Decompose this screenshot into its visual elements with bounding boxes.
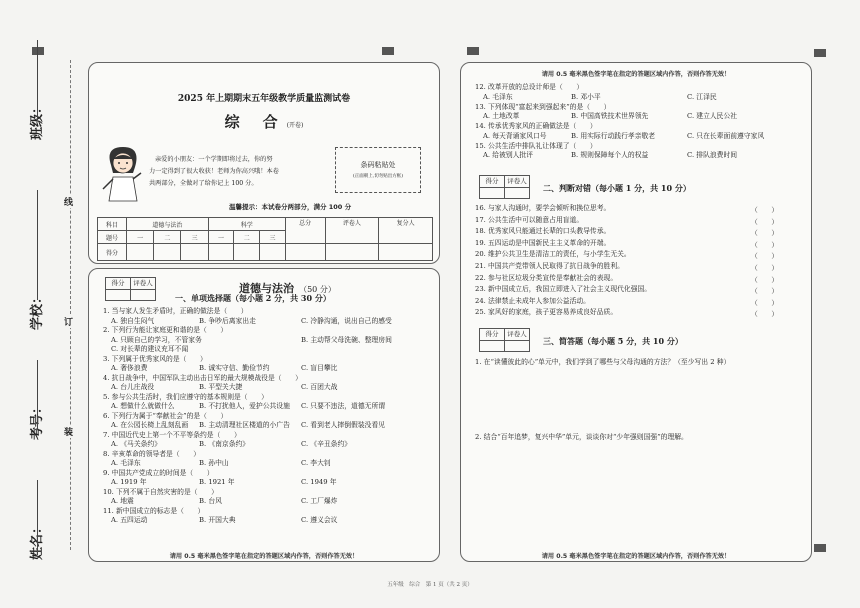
option-a: A. 台儿庄战役 [111, 383, 155, 391]
scorebox [479, 175, 530, 199]
scorebox-score-cell [106, 290, 131, 300]
option-b: B. 邓小平 [571, 92, 601, 101]
score-table-cell [234, 244, 260, 261]
option-c: C. 1949 年 [301, 478, 337, 486]
option-c: C. 工厂爆炸 [301, 497, 338, 505]
bottom-notice: 请用 0.5 毫米黑色签字笔在指定的答题区域内作答，否则作答无效！ [541, 553, 731, 560]
option-b: B. 1921 年 [199, 478, 235, 486]
score-table-cell [208, 244, 234, 261]
answer-parenthesis[interactable]: （ ） [751, 240, 779, 249]
score-table-row-label: 题号 [98, 231, 127, 244]
scorebox [479, 328, 530, 352]
answer-area[interactable] [475, 444, 799, 544]
option-b: B. 争吵后离家出走 [199, 316, 256, 325]
binding-line [70, 60, 71, 550]
judgement-statement: 24. 法律禁止未成年人参加公益活动。 [475, 296, 590, 305]
right-panel [460, 62, 812, 562]
score-table-cell [325, 244, 379, 261]
barcode-title: 条码粘贴处 [360, 161, 396, 169]
option-c: C. 看到老人摔倒假装没看见 [301, 421, 386, 429]
option-a: A. 只顾自己的学习，不管家务 [111, 335, 202, 344]
answer-parenthesis[interactable]: （ ） [751, 252, 779, 261]
question-stem: 2. 下列行为能让家庭更和谐的是（ ） [103, 326, 228, 334]
score-table-header: 科学 [208, 218, 285, 231]
option-b: B. 规则保障每个人的权益 [571, 151, 649, 159]
class-label: 班级： [30, 100, 45, 140]
option-b: B. 孙中山 [199, 459, 229, 467]
score-table-row-label: 得分 [98, 244, 127, 261]
question-stem: 13. 下列体现“富起来到强起来”的是（ ） [475, 102, 611, 111]
score-table-cell: 三 [260, 231, 286, 244]
option-c: B. 主动帮父母洗碗、整理房间 [301, 335, 392, 344]
answer-parenthesis[interactable]: （ ） [751, 217, 779, 226]
registration-marker [467, 47, 479, 55]
question-stem: 15. 公共生活中排队礼让体现了（ ） [475, 141, 597, 150]
top-notice: 请用 0.5 毫米黑色签字笔在指定的答题区域内作答，否则作答无效！ [541, 71, 731, 78]
score-table-cell [154, 244, 181, 261]
option-a: A. 土地改革 [483, 112, 520, 120]
subject-note: (开卷) [286, 122, 304, 129]
judgement-statement: 25. 家风好的家庭，孩子更容易养成良好品质。 [475, 308, 618, 317]
cartoon-girl-illustration [99, 143, 147, 205]
registration-marker [814, 49, 826, 57]
score-table-cell: 二 [234, 231, 260, 244]
option-b: B. 用实际行动践行孝亲敬老 [571, 131, 656, 140]
question-stem: 7. 中国近代史上第一个不平等条约是（ ） [103, 430, 241, 439]
line-char: 线 [64, 195, 73, 208]
name-label: 姓名： [30, 520, 45, 560]
answer-parenthesis[interactable]: （ ） [751, 275, 779, 284]
score-table-header: 总分 [285, 218, 325, 244]
scorebox-score-cell [480, 341, 505, 351]
option-b: B. 诚实守信、勤俭节约 [199, 364, 270, 372]
option-c: C. 盲目攀比 [301, 364, 338, 372]
option-b: B. 主动清理社区楼道的小广告 [199, 421, 290, 429]
greeting-line-2: 力一定得到了很大收获！老师为你高兴哦！本卷 [149, 168, 279, 175]
warm-hint: 温馨提示：本试卷分两部分，满分 100 分 [229, 203, 352, 211]
section-name: 道德与法治 [239, 282, 294, 295]
question-stem: 1. 当与家人发生矛盾时，正确的做法是（ ） [103, 307, 248, 315]
score-table-cell [285, 244, 325, 261]
school-underline [37, 190, 38, 300]
score-table-header: 道德与法治 [127, 218, 209, 231]
registration-marker [382, 47, 394, 55]
option-c: C. 遵义会议 [301, 516, 338, 524]
answer-parenthesis[interactable]: （ ） [751, 310, 779, 319]
barcode-area [335, 147, 421, 193]
scorebox-grader-label: 评卷人 [507, 330, 527, 338]
part1-title: 一、单项选择题（每小题 2 分，共 30 分） [175, 293, 331, 303]
scorebox [105, 277, 156, 301]
score-table-cell [181, 244, 208, 261]
left-questions-panel [88, 268, 440, 562]
judgement-statement: 20. 维护公共卫生是清洁工的责任，与小学生无关。 [475, 250, 631, 259]
scorebox-grader-cell [505, 188, 529, 198]
question-stem: 8. 辛亥革命的领导者是（ ） [103, 449, 201, 458]
score-table-cell: 二 [154, 231, 181, 244]
question-stem: 5. 参与公共生活时，我们应遵守的基本规则是（ ） [103, 392, 268, 401]
score-table-cell: 三 [181, 231, 208, 244]
option-a: A. 地震 [111, 497, 134, 505]
score-table-header: 评卷人 [325, 218, 379, 244]
option-c: C. 只在长辈面前遵守家风 [687, 131, 765, 140]
answer-parenthesis[interactable]: （ ） [751, 229, 779, 238]
score-table-cell: 一 [208, 231, 234, 244]
option-c: C. 李大钊 [301, 459, 331, 467]
question-stem: 6. 下列行为属于“奉献社会”的是（ ） [103, 411, 228, 420]
exam-no-label: 考号： [30, 400, 45, 440]
bottom-notice: 请用 0.5 毫米黑色签字笔在指定的答题区域内作答，否则作答无效！ [169, 553, 359, 560]
judgement-statement: 21. 中国共产党带领人民取得了抗日战争的胜利。 [475, 262, 624, 270]
option-a: C. 对长辈的建议充耳不闻 [111, 345, 189, 353]
judgement-statement: 19. 五四运动是中国新民主主义革命的开端。 [475, 238, 611, 247]
school-label: 学校： [30, 290, 45, 330]
scorebox-grader-cell [505, 341, 529, 351]
class-underline [37, 40, 38, 120]
short-answer-question: 2. 结合“百年追梦，复兴中华”单元，谈谈你对“少年强则国强”的理解。 [475, 433, 688, 441]
left-header-panel [88, 62, 440, 264]
option-c: C. 冷静沟通，说出自己的感受 [301, 316, 392, 325]
judgement-statement: 18. 优秀家风只能通过长辈的口头教导传承。 [475, 227, 611, 236]
part3-title: 三、简答题（每小题 5 分，共 10 分） [543, 336, 683, 346]
page-footer: 五年级 综合 第 1 页（共 2 页） [387, 582, 473, 588]
option-c: C. 建立人民公社 [687, 112, 738, 120]
scorebox-grader-label: 评卷人 [133, 279, 153, 287]
scorebox-score-label: 得分 [480, 176, 505, 187]
question-stem: 10. 下列不属于自然灾害的是（ ） [103, 487, 218, 496]
question-stem: 9. 中国共产党成立的时间是（ ） [103, 468, 214, 477]
exam-no-underline [37, 360, 38, 430]
score-table [97, 217, 433, 261]
option-b: B. 开国大典 [199, 516, 236, 524]
subject-title [89, 111, 439, 132]
part2-title: 二、判断对错（每小题 1 分，共 10 分） [543, 183, 691, 193]
bind-char: 订 [64, 315, 73, 328]
exam-title: 2025 年上期期末五年级教学质量监测试卷 [177, 94, 351, 104]
option-a: A. 给被别人批评 [483, 151, 534, 159]
answer-parenthesis[interactable]: （ ） [751, 264, 779, 272]
question-stem: 11. 新中国成立的标志是（ ） [103, 506, 205, 515]
scorebox-score-label: 得分 [106, 278, 131, 289]
option-b: B. 不打扰他人，爱护公共设施 [199, 402, 290, 410]
judgement-statement: 22. 参与社区垃圾分类宣传是奉献社会的表现。 [475, 273, 618, 282]
score-table-cell: 一 [127, 231, 154, 244]
score-table-cell [379, 244, 433, 261]
question-stem: 3. 下列属于优秀家风的是（ ） [103, 354, 207, 363]
answer-parenthesis[interactable]: （ ） [751, 298, 779, 307]
seal-char: 装 [64, 425, 73, 438]
registration-marker [32, 47, 44, 55]
question-stem: 4. 抗日战争中，中国军队主动出击日军的最大规模战役是（ ） [103, 373, 302, 382]
option-a: A. 独自生闷气 [111, 316, 155, 325]
option-c: C. 百团大战 [301, 383, 338, 391]
option-b: B. 中国高铁技术世界领先 [571, 112, 649, 120]
judgement-statement: 23. 新中国成立后，我国立即进入了社会主义现代化强国。 [475, 285, 652, 294]
answer-area[interactable] [475, 369, 799, 429]
option-a: A. 毛泽东 [483, 92, 513, 101]
option-c: C. 只要不违法，道德无所谓 [301, 402, 386, 410]
question-stem: 12. 改革开放的总设计师是（ ） [475, 83, 584, 91]
option-a: A. 五四运动 [111, 516, 148, 524]
answer-parenthesis[interactable]: （ ） [751, 206, 779, 214]
option-a: A. 奢侈浪费 [111, 364, 148, 372]
option-a: A. 毛泽东 [111, 459, 141, 467]
score-table-cell [127, 244, 154, 261]
option-a: A. 1919 年 [111, 478, 147, 486]
answer-parenthesis[interactable]: （ ） [751, 287, 779, 296]
option-a: A. 想做什么就做什么 [111, 402, 175, 410]
registration-marker [814, 544, 826, 552]
option-c: C. 江泽民 [687, 92, 717, 101]
option-b: B. 台风 [199, 497, 222, 505]
option-a: A. 《马关条约》 [111, 440, 162, 448]
short-answer-question: 1. 在“读懂彼此的心”单元中，我们学到了哪些与父母沟通的方法？（至少写出 2 种） [475, 358, 731, 366]
option-c: C. 排队浪费时间 [687, 151, 738, 159]
scorebox-grader-cell [131, 290, 155, 300]
option-b: B. 《南京条约》 [199, 440, 250, 448]
subject-name: 综 合 [224, 113, 282, 131]
option-b: B. 平型关大捷 [199, 383, 243, 391]
option-a: A. 在公园长椅上乱刻乱画 [111, 421, 189, 429]
question-stem: 14. 传承优秀家风的正确做法是（ ） [475, 122, 597, 130]
scorebox-score-cell [480, 188, 505, 198]
barcode-note: (正面朝上,切勿贴出方框) [353, 174, 403, 179]
greeting-line-1: 亲爱的小朋友：一个学期即将过去，你的努 [155, 156, 273, 163]
scorebox-grader-label: 评卷人 [507, 177, 527, 185]
score-table-header: 科目 [98, 218, 127, 231]
score-table-cell [260, 244, 286, 261]
greeting-line-3: 共两部分，全做对了给你记上 100 分。 [149, 180, 258, 187]
scorebox-score-label: 得分 [480, 329, 505, 340]
judgement-statement: 17. 公共生活中可以随意占用盲道。 [475, 215, 584, 224]
section-points: （50 分） [299, 285, 336, 294]
option-a: A. 每天背诵家风口号 [483, 131, 547, 140]
score-table-header: 复分人 [379, 218, 433, 244]
option-c: C. 《辛丑条约》 [301, 440, 352, 448]
name-underline [37, 480, 38, 555]
judgement-statement: 16. 与家人沟通时，要学会倾听和换位思考。 [475, 204, 611, 212]
